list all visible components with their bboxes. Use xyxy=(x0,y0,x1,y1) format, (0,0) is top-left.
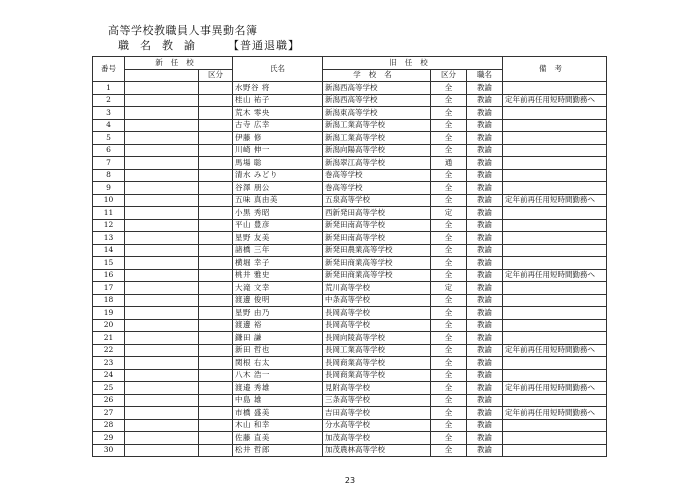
cell-number: 9 xyxy=(93,182,125,195)
cell-classification: 全 xyxy=(431,219,467,232)
table-row xyxy=(93,382,607,395)
table-row xyxy=(93,119,607,132)
cell-name: 鎌田 謙 xyxy=(233,332,323,345)
cell-remarks xyxy=(503,432,607,445)
cell-name: 諸橋 三年 xyxy=(233,244,323,257)
cell-classification: 全 xyxy=(431,419,467,432)
cell-school-name: 長岡高等学校 xyxy=(323,319,431,332)
cell-classification: 定 xyxy=(431,282,467,295)
cell-new-classification xyxy=(199,207,233,220)
cell-classification: 全 xyxy=(431,319,467,332)
cell-number: 26 xyxy=(93,394,125,407)
cell-new-classification xyxy=(199,182,233,195)
cell-remarks: 定年前再任用短時間勤務へ xyxy=(503,382,607,395)
cell-new-post xyxy=(125,357,199,370)
cell-name: 中島 雄 xyxy=(233,394,323,407)
cell-school-name: 加茂農林高等学校 xyxy=(323,444,431,457)
table-row xyxy=(93,319,607,332)
cell-remarks xyxy=(503,357,607,370)
cell-school-name: 新発田商業高等学校 xyxy=(323,269,431,282)
cell-number: 4 xyxy=(93,119,125,132)
cell-new-classification xyxy=(199,194,233,207)
cell-classification: 全 xyxy=(431,144,467,157)
cell-classification: 全 xyxy=(431,357,467,370)
header-remarks: 備考 xyxy=(503,57,607,82)
cell-position: 教諭 xyxy=(467,132,503,145)
cell-classification: 全 xyxy=(431,269,467,282)
cell-classification: 全 xyxy=(431,119,467,132)
cell-school-name: 吉田高等学校 xyxy=(323,407,431,420)
table-row xyxy=(93,357,607,370)
cell-name: 馬場 聡 xyxy=(233,157,323,170)
cell-new-classification xyxy=(199,419,233,432)
cell-new-post xyxy=(125,382,199,395)
cell-school-name: 新潟工業高等学校 xyxy=(323,119,431,132)
cell-name: 桃井 雅史 xyxy=(233,269,323,282)
cell-classification: 全 xyxy=(431,369,467,382)
table-row xyxy=(93,207,607,220)
cell-new-classification xyxy=(199,382,233,395)
cell-remarks xyxy=(503,207,607,220)
cell-school-name: 加茂高等学校 xyxy=(323,432,431,445)
cell-remarks xyxy=(503,444,607,457)
cell-new-post xyxy=(125,444,199,457)
cell-classification: 全 xyxy=(431,407,467,420)
cell-school-name: 分水高等学校 xyxy=(323,419,431,432)
cell-remarks xyxy=(503,332,607,345)
table-row xyxy=(93,257,607,270)
cell-number: 27 xyxy=(93,407,125,420)
cell-school-name: 新発田農業高等学校 xyxy=(323,244,431,257)
table-row xyxy=(93,182,607,195)
header-new-post: 新任校 xyxy=(125,57,233,70)
header-position: 職名 xyxy=(467,69,503,82)
cell-new-classification xyxy=(199,332,233,345)
cell-remarks xyxy=(503,157,607,170)
cell-number: 25 xyxy=(93,382,125,395)
cell-new-classification xyxy=(199,319,233,332)
header-name: 氏名 xyxy=(233,57,323,82)
cell-new-classification xyxy=(199,232,233,245)
cell-number: 12 xyxy=(93,219,125,232)
cell-classification: 全 xyxy=(431,394,467,407)
table-row xyxy=(93,232,607,245)
cell-classification: 全 xyxy=(431,344,467,357)
cell-remarks xyxy=(503,169,607,182)
cell-classification: 全 xyxy=(431,244,467,257)
cell-name: 木山 和幸 xyxy=(233,419,323,432)
cell-new-post xyxy=(125,107,199,120)
document-subtitle xyxy=(118,37,300,53)
cell-remarks xyxy=(503,182,607,195)
cell-name: 荒木 零央 xyxy=(233,107,323,120)
cell-new-post xyxy=(125,407,199,420)
cell-number: 30 xyxy=(93,444,125,457)
cell-number: 7 xyxy=(93,157,125,170)
cell-remarks xyxy=(503,219,607,232)
cell-number: 17 xyxy=(93,282,125,295)
cell-name: 桂山 祐子 xyxy=(233,94,323,107)
cell-new-post xyxy=(125,394,199,407)
cell-number: 3 xyxy=(93,107,125,120)
cell-new-classification xyxy=(199,132,233,145)
cell-position: 教諭 xyxy=(467,94,503,107)
cell-new-classification xyxy=(199,169,233,182)
cell-number: 19 xyxy=(93,307,125,320)
cell-remarks xyxy=(503,257,607,270)
table-row xyxy=(93,444,607,457)
cell-position: 教諭 xyxy=(467,432,503,445)
cell-number: 2 xyxy=(93,94,125,107)
cell-school-name: 三条高等学校 xyxy=(323,394,431,407)
cell-new-post xyxy=(125,119,199,132)
cell-school-name: 五泉高等学校 xyxy=(323,194,431,207)
page-number: 23 xyxy=(344,476,356,485)
cell-name: 星野 友美 xyxy=(233,232,323,245)
table-row xyxy=(93,344,607,357)
cell-position: 教諭 xyxy=(467,407,503,420)
cell-position: 教諭 xyxy=(467,194,503,207)
cell-school-name: 新潟西高等学校 xyxy=(323,82,431,95)
cell-new-classification xyxy=(199,82,233,95)
cell-remarks xyxy=(503,144,607,157)
cell-new-post xyxy=(125,332,199,345)
cell-school-name: 見附高等学校 xyxy=(323,382,431,395)
cell-position: 教諭 xyxy=(467,182,503,195)
cell-new-post xyxy=(125,182,199,195)
cell-position: 教諭 xyxy=(467,207,503,220)
table-row xyxy=(93,307,607,320)
cell-classification: 全 xyxy=(431,307,467,320)
cell-position: 教諭 xyxy=(467,157,503,170)
cell-classification: 全 xyxy=(431,169,467,182)
table-row xyxy=(93,294,607,307)
cell-name: 渡邊 俊明 xyxy=(233,294,323,307)
cell-name: 関根 右太 xyxy=(233,357,323,370)
cell-name: 谷澤 朋公 xyxy=(233,182,323,195)
table-row xyxy=(93,332,607,345)
cell-new-classification xyxy=(199,157,233,170)
cell-name: 平山 豊彦 xyxy=(233,219,323,232)
cell-position: 教諭 xyxy=(467,244,503,257)
table-row xyxy=(93,282,607,295)
cell-remarks xyxy=(503,107,607,120)
section-label: 【普通退職】 xyxy=(228,39,300,52)
table-row xyxy=(93,219,607,232)
cell-classification: 全 xyxy=(431,232,467,245)
table-row xyxy=(93,107,607,120)
cell-school-name: 新発田南高等学校 xyxy=(323,232,431,245)
cell-remarks: 定年前再任用短時間勤務へ xyxy=(503,94,607,107)
cell-position: 教諭 xyxy=(467,169,503,182)
cell-new-post xyxy=(125,344,199,357)
cell-school-name: 新潟翠江高等学校 xyxy=(323,157,431,170)
cell-new-classification xyxy=(199,244,233,257)
cell-school-name: 長岡向陵高等学校 xyxy=(323,332,431,345)
table-row xyxy=(93,132,607,145)
cell-remarks xyxy=(503,232,607,245)
cell-position: 教諭 xyxy=(467,369,503,382)
cell-number: 16 xyxy=(93,269,125,282)
cell-position: 教諭 xyxy=(467,82,503,95)
cell-new-classification xyxy=(199,407,233,420)
cell-new-classification xyxy=(199,282,233,295)
table-row xyxy=(93,94,607,107)
cell-school-name: 新発田商業高等学校 xyxy=(323,257,431,270)
cell-remarks xyxy=(503,282,607,295)
cell-remarks xyxy=(503,319,607,332)
cell-school-name: 新潟工業高等学校 xyxy=(323,132,431,145)
cell-classification: 全 xyxy=(431,82,467,95)
cell-position: 教諭 xyxy=(467,219,503,232)
cell-position: 教諭 xyxy=(467,319,503,332)
cell-remarks: 定年前再任用短時間勤務へ xyxy=(503,344,607,357)
cell-new-post xyxy=(125,194,199,207)
cell-new-classification xyxy=(199,144,233,157)
job-category: 職名教諭 xyxy=(118,39,206,52)
cell-school-name: 荒川高等学校 xyxy=(323,282,431,295)
cell-remarks xyxy=(503,119,607,132)
header-number: 番号 xyxy=(93,57,125,82)
cell-number: 5 xyxy=(93,132,125,145)
cell-position: 教諭 xyxy=(467,382,503,395)
cell-new-classification xyxy=(199,357,233,370)
cell-school-name: 長岡商業高等学校 xyxy=(323,357,431,370)
cell-number: 1 xyxy=(93,82,125,95)
cell-remarks xyxy=(503,307,607,320)
cell-new-post xyxy=(125,319,199,332)
cell-position: 教諭 xyxy=(467,394,503,407)
cell-new-post xyxy=(125,94,199,107)
cell-number: 11 xyxy=(93,207,125,220)
cell-classification: 全 xyxy=(431,94,467,107)
cell-remarks: 定年前再任用短時間勤務へ xyxy=(503,269,607,282)
cell-classification: 通 xyxy=(431,157,467,170)
cell-school-name: 長岡工業高等学校 xyxy=(323,344,431,357)
cell-classification: 全 xyxy=(431,444,467,457)
cell-name: 松井 哲郎 xyxy=(233,444,323,457)
cell-classification: 全 xyxy=(431,194,467,207)
cell-new-classification xyxy=(199,432,233,445)
cell-new-classification xyxy=(199,269,233,282)
cell-name: 水野谷 将 xyxy=(233,82,323,95)
header-new-classification: 区分 xyxy=(199,69,233,82)
cell-new-post xyxy=(125,132,199,145)
cell-new-post xyxy=(125,419,199,432)
cell-school-name: 長岡高等学校 xyxy=(323,307,431,320)
cell-remarks xyxy=(503,132,607,145)
table-row xyxy=(93,169,607,182)
cell-number: 6 xyxy=(93,144,125,157)
cell-name: 星野 由乃 xyxy=(233,307,323,320)
cell-new-post xyxy=(125,369,199,382)
cell-new-classification xyxy=(199,394,233,407)
cell-new-post xyxy=(125,269,199,282)
cell-remarks: 定年前再任用短時間勤務へ xyxy=(503,407,607,420)
cell-school-name: 新発田南高等学校 xyxy=(323,219,431,232)
header-old-post: 旧任校 xyxy=(323,57,503,70)
cell-position: 教諭 xyxy=(467,294,503,307)
cell-classification: 定 xyxy=(431,207,467,220)
cell-new-classification xyxy=(199,344,233,357)
cell-classification: 全 xyxy=(431,107,467,120)
cell-school-name: 長岡商業高等学校 xyxy=(323,369,431,382)
table-row xyxy=(93,144,607,157)
cell-classification: 全 xyxy=(431,257,467,270)
cell-number: 21 xyxy=(93,332,125,345)
cell-number: 13 xyxy=(93,232,125,245)
cell-classification: 全 xyxy=(431,332,467,345)
cell-new-classification xyxy=(199,369,233,382)
cell-number: 23 xyxy=(93,357,125,370)
document-title: 高等学校教職員人事異動名簿 xyxy=(108,24,258,37)
cell-new-post xyxy=(125,432,199,445)
cell-classification: 全 xyxy=(431,182,467,195)
cell-new-post xyxy=(125,219,199,232)
cell-new-classification xyxy=(199,107,233,120)
table-row xyxy=(93,394,607,407)
cell-name: 佐藤 直美 xyxy=(233,432,323,445)
cell-number: 28 xyxy=(93,419,125,432)
table-row xyxy=(93,244,607,257)
cell-new-post xyxy=(125,144,199,157)
cell-new-post xyxy=(125,232,199,245)
header-old-classification: 区分 xyxy=(431,69,467,82)
cell-classification: 全 xyxy=(431,432,467,445)
cell-name: 八木 浩一 xyxy=(233,369,323,382)
cell-school-name: 新潟東高等学校 xyxy=(323,107,431,120)
table-row xyxy=(93,82,607,95)
cell-number: 29 xyxy=(93,432,125,445)
cell-school-name: 新潟向陽高等学校 xyxy=(323,144,431,157)
cell-number: 8 xyxy=(93,169,125,182)
table-body xyxy=(93,82,607,457)
cell-classification: 全 xyxy=(431,382,467,395)
cell-number: 20 xyxy=(93,319,125,332)
header-school-name: 学校名 xyxy=(323,69,431,82)
cell-classification: 全 xyxy=(431,132,467,145)
cell-school-name: 新潟西高等学校 xyxy=(323,94,431,107)
cell-position: 教諭 xyxy=(467,257,503,270)
cell-name: 小黒 秀昭 xyxy=(233,207,323,220)
cell-name: 伊藤 修 xyxy=(233,132,323,145)
cell-new-post xyxy=(125,244,199,257)
cell-name: 市橋 盛美 xyxy=(233,407,323,420)
cell-new-post xyxy=(125,157,199,170)
cell-number: 10 xyxy=(93,194,125,207)
table-row xyxy=(93,419,607,432)
cell-new-post xyxy=(125,257,199,270)
cell-position: 教諭 xyxy=(467,119,503,132)
cell-remarks xyxy=(503,294,607,307)
cell-position: 教諭 xyxy=(467,444,503,457)
cell-name: 大滝 文幸 xyxy=(233,282,323,295)
cell-position: 教諭 xyxy=(467,144,503,157)
cell-name: 渡邊 裕 xyxy=(233,319,323,332)
cell-name: 古寺 広幸 xyxy=(233,119,323,132)
cell-new-classification xyxy=(199,257,233,270)
cell-position: 教諭 xyxy=(467,332,503,345)
cell-school-name: 巻高等学校 xyxy=(323,169,431,182)
cell-new-classification xyxy=(199,219,233,232)
cell-remarks xyxy=(503,82,607,95)
cell-new-post xyxy=(125,169,199,182)
cell-name: 渡邉 秀雄 xyxy=(233,382,323,395)
cell-remarks xyxy=(503,244,607,257)
personnel-table xyxy=(92,56,607,457)
cell-name: 清水 みどり xyxy=(233,169,323,182)
cell-new-classification xyxy=(199,119,233,132)
cell-school-name: 西新発田高等学校 xyxy=(323,207,431,220)
cell-name: 五味 真由美 xyxy=(233,194,323,207)
cell-number: 15 xyxy=(93,257,125,270)
cell-number: 14 xyxy=(93,244,125,257)
header-new-blank xyxy=(125,69,199,82)
table-row xyxy=(93,157,607,170)
cell-number: 22 xyxy=(93,344,125,357)
table-row xyxy=(93,269,607,282)
cell-position: 教諭 xyxy=(467,107,503,120)
cell-new-classification xyxy=(199,444,233,457)
cell-position: 教諭 xyxy=(467,357,503,370)
cell-position: 教諭 xyxy=(467,282,503,295)
cell-name: 新田 哲也 xyxy=(233,344,323,357)
table-row xyxy=(93,194,607,207)
cell-new-post xyxy=(125,82,199,95)
cell-new-post xyxy=(125,207,199,220)
cell-classification: 全 xyxy=(431,294,467,307)
cell-school-name: 巻高等学校 xyxy=(323,182,431,195)
cell-remarks xyxy=(503,419,607,432)
cell-position: 教諭 xyxy=(467,419,503,432)
cell-new-post xyxy=(125,294,199,307)
cell-remarks: 定年前再任用短時間勤務へ xyxy=(503,194,607,207)
cell-remarks xyxy=(503,369,607,382)
cell-number: 24 xyxy=(93,369,125,382)
cell-new-classification xyxy=(199,94,233,107)
cell-new-post xyxy=(125,307,199,320)
cell-new-classification xyxy=(199,307,233,320)
cell-number: 18 xyxy=(93,294,125,307)
cell-new-post xyxy=(125,282,199,295)
cell-remarks xyxy=(503,394,607,407)
cell-name: 川崎 伸一 xyxy=(233,144,323,157)
cell-school-name: 中条高等学校 xyxy=(323,294,431,307)
table-row xyxy=(93,407,607,420)
cell-name: 横堀 幸子 xyxy=(233,257,323,270)
cell-new-classification xyxy=(199,294,233,307)
cell-position: 教諭 xyxy=(467,269,503,282)
cell-position: 教諭 xyxy=(467,307,503,320)
table-row xyxy=(93,369,607,382)
cell-position: 教諭 xyxy=(467,344,503,357)
cell-position: 教諭 xyxy=(467,232,503,245)
table-row xyxy=(93,432,607,445)
